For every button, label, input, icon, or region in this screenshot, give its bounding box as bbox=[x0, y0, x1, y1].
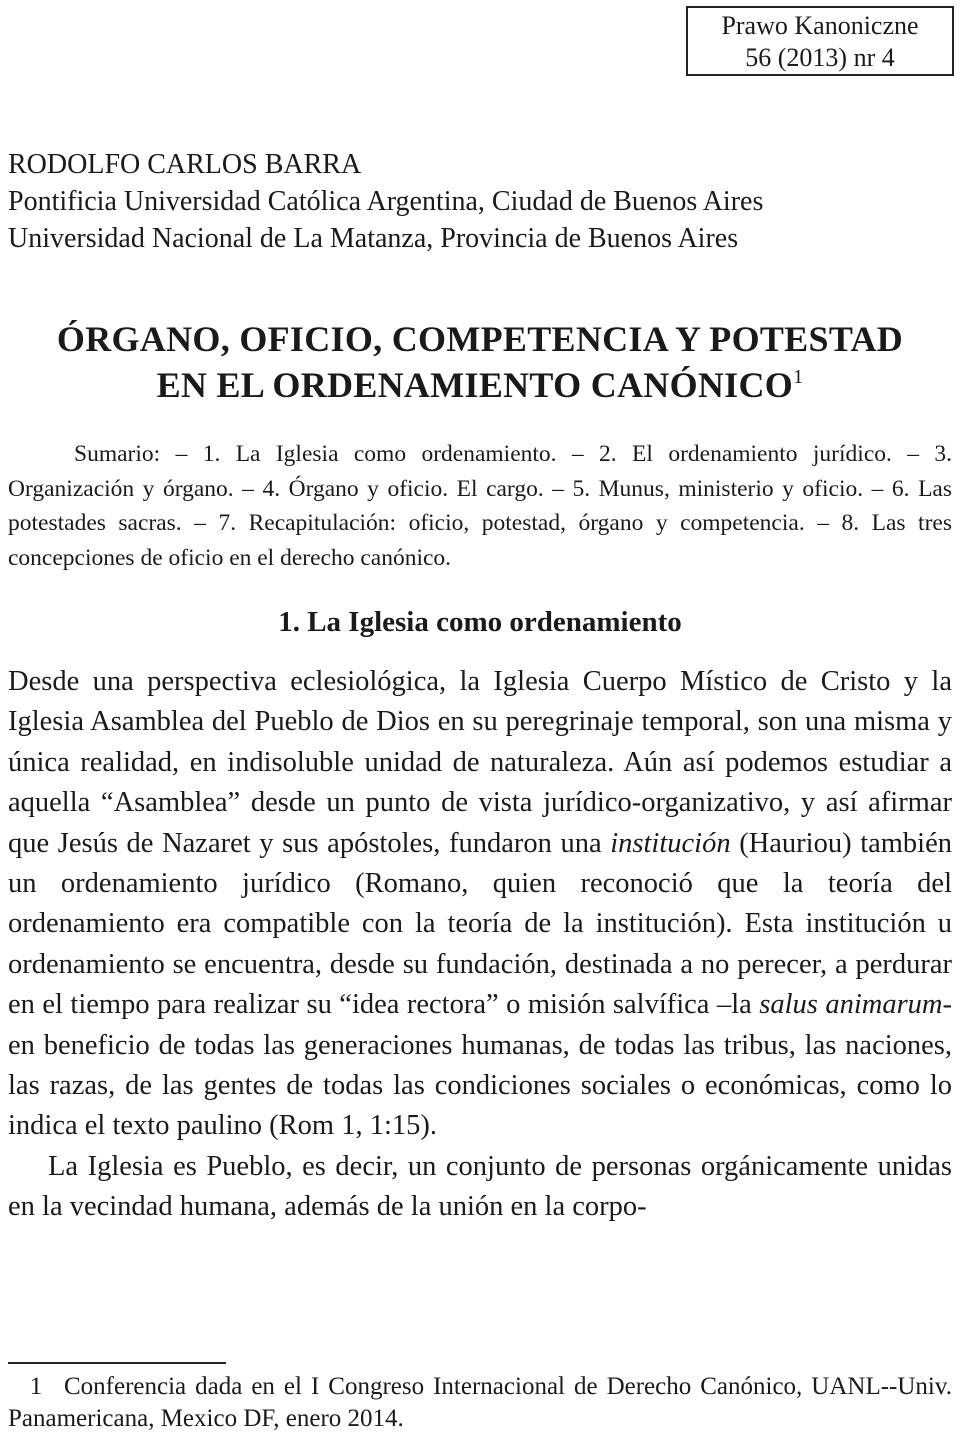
author-name: RODOLFO CARLOS BARRA bbox=[8, 149, 362, 180]
title-line-2 bbox=[0, 362, 960, 408]
author-block bbox=[8, 146, 948, 257]
emphasis-institucion: institución bbox=[610, 827, 731, 859]
footnote-number: 1 bbox=[29, 1373, 43, 1400]
summary bbox=[8, 437, 952, 575]
author-affiliation-2: Universidad Nacional de La Matanza, Provincia de Buenos Aires bbox=[8, 223, 739, 254]
journal-issue: 56 (2013) nr 4 bbox=[745, 43, 895, 72]
summary-label: Sumario: bbox=[74, 441, 161, 467]
emphasis-salus-animarum: salus animarum bbox=[759, 989, 943, 1021]
title-line-1: ÓRGANO, OFICIO, COMPETENCIA Y POTESTAD bbox=[56, 319, 904, 359]
journal-name: Prawo Kanoniczne bbox=[721, 11, 919, 40]
section-heading: 1. La Iglesia como ordenamiento bbox=[278, 606, 682, 638]
title-line-2-text: EN EL ORDENAMIENTO CANÓNICO bbox=[156, 365, 794, 405]
article-title bbox=[0, 316, 960, 408]
paragraph-2: La Iglesia es Pueblo, es decir, un conjunto de personas orgánicamente unidas en la vecindad humana, además de la unión en la corpo- bbox=[8, 1150, 952, 1223]
journal-info-box bbox=[686, 6, 954, 76]
summary-text: – 1. La Iglesia como ordenamiento. – 2. El ordenamiento jurídico. – 3. Organización y órgano. – 4. Órgano y oficio. El cargo. – 5. Munus, ministerio y oficio. – 6. Las potestades sacras. – 7. Recapitulación: oficio, potestad, órgano y competencia. – 8. Las tres concepciones de oficio en el derecho canónico. bbox=[8, 441, 953, 571]
paragraph-1: Desde una perspectiva eclesiológica, la Iglesia Cuerpo Místico de Cristo y la Iglesia Asamblea del Pueblo de Dios en su peregrinaje temporal, son una misma y única realidad, en indisoluble unidad de naturaleza. Aún así podemos estudiar a aquella “Asamblea” desde un punto de vista jurídico-organizativo, y así afirmar que Jesús de Nazaret y sus apóstoles, fundaron una institución (Hauriou) también un ordenamiento jurídico (Romano, quien reconoció que la teoría del ordenamiento era compatible con la teoría de la institución). Esta institución u ordenamiento se encuentra, desde su fundación, destinada a no perecer, a perdurar en el tiempo para realizar su “idea rectora” o misión salvífica –la salus animarum- en beneficio de todas las generaciones humanas, de todas las tribus, las naciones, las razas, de las gentes de todas las condiciones sociales o económicas, como lo indica el texto paulino (Rom 1, 1:15). bbox=[8, 666, 953, 1142]
author-affiliation-1: Pontificia Universidad Católica Argentina, Ciudad de Buenos Aires bbox=[8, 186, 764, 217]
footnote-text: Conferencia dada en el I Congreso Internacional de Derecho Canónico, UANL--Univ. Panamericana, Mexico DF, enero 2014. bbox=[8, 1373, 952, 1432]
title-footnote-ref[interactable]: 1 bbox=[793, 366, 804, 388]
footnote-divider bbox=[8, 1362, 226, 1364]
body-text bbox=[8, 662, 952, 1228]
footnote bbox=[8, 1371, 952, 1435]
